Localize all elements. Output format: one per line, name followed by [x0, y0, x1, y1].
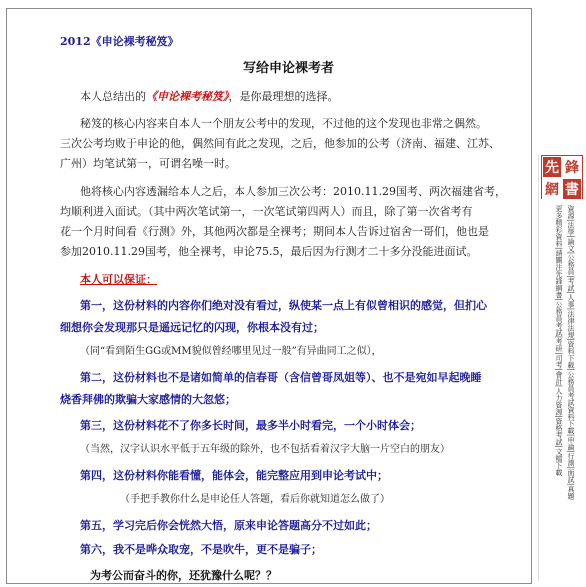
doc-header: 2012《申论裸考秘笈》 [60, 35, 179, 48]
guarantee-6-line-1: 第六，我不是哗众取宠，不是吹牛，更不是骗子； [80, 543, 322, 556]
guarantee-1-line-1: 第一，这份材料的内容你们绝对没有看过，纵使某一点上有似曾相识的感觉，但扪心 [80, 299, 487, 312]
intro-paragraph [80, 89, 339, 105]
intro-text: 本人总结出的 [80, 90, 146, 103]
site-logo [541, 155, 583, 199]
guarantee-2-line-1: 第二，这份材料也不是诸如简单的信春哥（含信曾哥凤姐等）、也不是宛如早起晚睡 [80, 371, 482, 384]
sidebar-text-col-2: 更多精彩資料|請關注先鋒網書|公務員考試|考研|司考|會計|人力資源|資格考試|文檔下載 [555, 205, 563, 476]
intro-rest: ，是你最理想的选择。 [228, 90, 339, 103]
logo-char-3: 網 [542, 178, 562, 200]
guarantee-2-line-2: 烧香拜佛的欺骗大家感情的大忽悠； [60, 393, 236, 406]
sidebar-text-col-1: 資源|法學|論文|公務員|考試|人事|法律法規|資料下載|公務員考試資料下載|申論|行測|面試|真題 [567, 205, 575, 500]
guarantee-heading: 本人可以保证： [80, 273, 157, 286]
logo-char-2: 鋒 [562, 156, 582, 178]
guarantee-1-line-2: 细想你会发现那只是遥远记忆的闪现，你根本没有过； [60, 321, 324, 334]
book-title: 《申论裸考秘笈》 [146, 90, 229, 103]
guarantee-1-note: （同“看到陌生GG或MM貌似曾经哪里见过一般”有异曲同工之似）， [80, 346, 382, 357]
guarantee-4-note: （手把手教你什么是申论任人答题，看后你就知道怎么做了） [120, 494, 390, 505]
origin-line-3: 广州）均笔试第一，可谓名噪一时。 [60, 157, 236, 170]
guarantee-3-note: （当然，汉字认识水平低于五年级的除外，也不包括看着汉字大脑一片空白的朋友） [80, 444, 450, 455]
origin-line-1: 秘笈的核心内容来自本人一个朋友公考中的发现，不过他的这个发现也非常之偶然。 [80, 117, 487, 130]
guarantee-3-line-1: 第三，这份材料花不了你多长时间，最多半小时看完，一个小时体会； [80, 419, 421, 432]
experience-line-4: 参加2010.11.29国考，他全裸考，申论75.5，最后因为行测才二十多分没能进面试。 [60, 245, 478, 258]
experience-line-1: 他将核心内容透漏给本人之后，本人参加三次公考：2010.11.29国考、两次福建省考， [80, 185, 506, 198]
doc-title: 写给申论裸考者 [243, 61, 335, 76]
logo-char-1: 先 [542, 156, 562, 178]
guarantee-4-line-1: 第四，这份材料你能看懂，能体会，能完整应用到申论考试中； [80, 469, 388, 482]
logo-char-4: 書 [562, 178, 582, 200]
closing-line: 为考公而奋斗的你，还犹豫什么呢？？ [90, 569, 277, 582]
origin-line-2: 三次公考均败于申论的他，偶然间有此之发现，之后，他参加的公考（济南、福建、江苏、 [60, 137, 500, 150]
sidebar-ad [538, 155, 585, 581]
guarantee-5-line-1: 第五，学习完后你会恍然大悟，原来申论答题高分不过如此； [80, 519, 377, 532]
experience-line-2: 均顺利进入面试。（其中两次笔试第一，一次笔试第四两人）而且，除了第一次省考有 [60, 205, 473, 218]
experience-line-3: 花一个月时间看《行测》外，其他两次都是全裸考；期间本人告诉过宿舍一哥们，他也是 [60, 225, 489, 238]
